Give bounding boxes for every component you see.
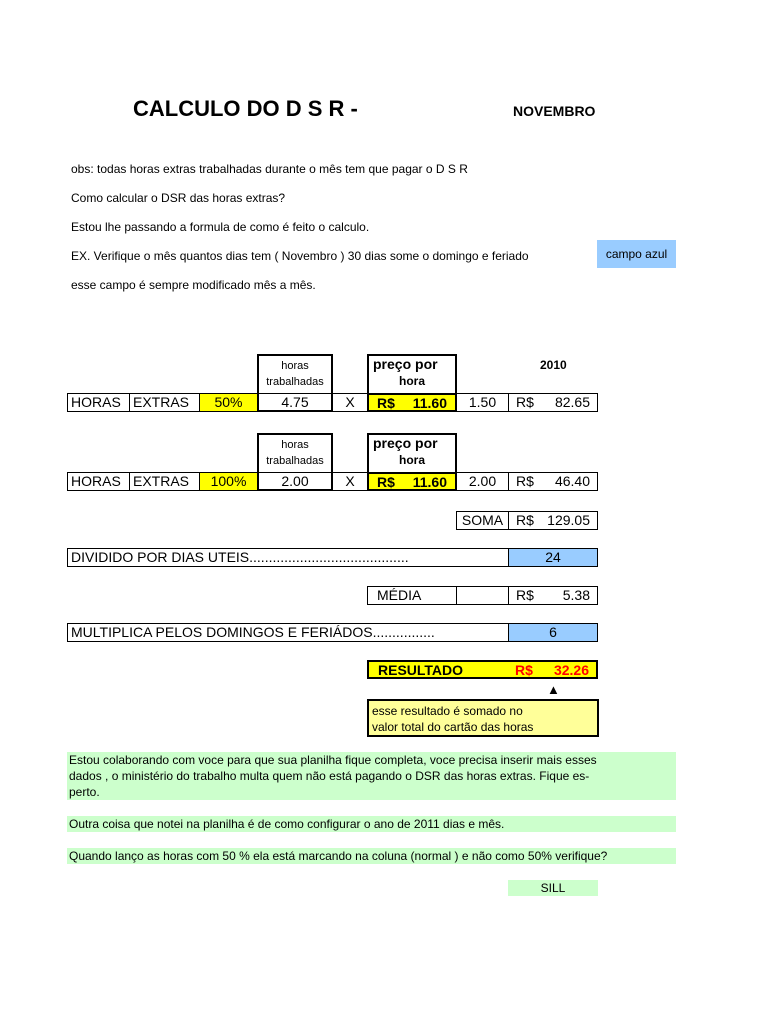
- factor-100: 2.00: [456, 472, 509, 491]
- multiplica-label: MULTIPLICA PELOS DOMINGOS E FERIÁDOS................: [67, 623, 509, 642]
- page-title: CALCULO DO D S R -: [133, 96, 358, 121]
- resultado-note-line-2: valor total do cartão das horas: [372, 720, 534, 734]
- currency-label: R$: [516, 394, 534, 410]
- price-100: [367, 472, 457, 491]
- green-note-2: [67, 816, 676, 832]
- horas-label: HORAS: [67, 393, 130, 412]
- total-50: [508, 393, 598, 412]
- note-line-1: obs: todas horas extras trabalhadas durante o mês tem que pagar o D S R: [71, 162, 468, 176]
- percent-100: 100%: [199, 472, 258, 491]
- note-line-2: Como calcular o DSR das horas extras?: [71, 191, 286, 205]
- trabalhadas-header-text: trabalhadas: [266, 455, 324, 467]
- total-value: 82.65: [554, 394, 590, 410]
- resultado-note: [367, 699, 599, 737]
- soma-value: 129.05: [547, 512, 590, 528]
- green-note-3: [67, 848, 676, 864]
- month-label: NOVEMBRO: [513, 103, 596, 119]
- price-value: 11.60: [412, 395, 447, 411]
- domingos-feriados-input[interactable]: 6: [508, 623, 598, 642]
- signature: SILL: [508, 880, 598, 896]
- currency-label: R$: [515, 662, 533, 678]
- extras-label: EXTRAS: [129, 472, 200, 491]
- resultado-label: RESULTADO: [367, 660, 509, 679]
- green-note-3-text: Quando lanço as horas com 50 % ela está marcando na coluna (normal ) e não como 50% verifique?: [69, 849, 608, 863]
- currency-label: R$: [516, 473, 534, 489]
- currency-label: R$: [377, 474, 395, 490]
- up-arrow-icon: ▲: [547, 682, 560, 697]
- green-note-2-text: Outra coisa que notei na planilha é de como configurar o ano de 2011 dias e mês.: [69, 817, 505, 831]
- green-note-1-line-3: perto.: [69, 785, 100, 799]
- campo-azul-label: campo azul: [597, 240, 676, 268]
- trabalhadas-header-text: trabalhadas: [266, 376, 324, 388]
- resultado-note-line-1: esse resultado é somado no: [372, 704, 523, 718]
- currency-label: R$: [516, 587, 534, 603]
- price-value: 11.60: [412, 474, 447, 490]
- currency-label: R$: [516, 512, 534, 528]
- total-value: 46.40: [554, 473, 590, 489]
- horas-label: HORAS: [67, 472, 130, 491]
- note-line-4: EX. Verifique o mês quantos dias tem ( Novembro ) 30 dias some o domingo e feriado: [71, 249, 529, 263]
- horas-trabalhadas-header-2: [257, 433, 333, 472]
- horas-header-text: horas: [281, 360, 309, 372]
- factor-50: 1.50: [456, 393, 509, 412]
- note-line-3: Estou lhe passando a formula de como é feito o calculo.: [71, 220, 370, 234]
- horas-header-text: horas: [281, 439, 309, 451]
- currency-label: R$: [377, 395, 395, 411]
- soma-label: SOMA: [456, 511, 509, 530]
- dias-uteis-input[interactable]: 24: [508, 548, 598, 567]
- percent-50: 50%: [199, 393, 258, 412]
- price-50: [367, 393, 457, 412]
- media-empty-cell: [456, 586, 509, 605]
- dividido-label: DIVIDIDO POR DIAS UTEIS.........................................: [67, 548, 509, 567]
- preco-header-text: preço por: [373, 435, 438, 451]
- green-note-1: [67, 752, 676, 800]
- note-line-5: esse campo é sempre modificado mês a mês.: [71, 278, 316, 292]
- multiply-sign: X: [332, 472, 368, 491]
- resultado-total: [508, 660, 598, 679]
- green-note-1-line-1: Estou colaborando com voce para que sua planilha fique completa, voce precisa inserir mais esses: [69, 753, 597, 767]
- hora-header-text: hora: [398, 453, 425, 467]
- hours-100-input[interactable]: 2.00: [257, 472, 333, 491]
- preco-por-hora-header-2: [367, 433, 457, 472]
- preco-header-text: preço por: [373, 356, 438, 372]
- green-note-1-line-2: dados , o ministério do trabalho multa quem não está pagando o DSR das horas extras. Fique es-: [69, 769, 590, 783]
- year-label: 2010: [540, 358, 567, 372]
- horas-trabalhadas-header-1: [257, 354, 333, 393]
- multiply-sign: X: [332, 393, 368, 412]
- hours-50-input[interactable]: 4.75: [257, 393, 333, 412]
- media-label: MÉDIA: [367, 586, 457, 605]
- media-value: 5.38: [562, 587, 590, 603]
- preco-por-hora-header-1: [367, 354, 457, 393]
- extras-label: EXTRAS: [129, 393, 200, 412]
- hora-header-text: hora: [398, 374, 425, 388]
- soma-total: [508, 511, 598, 530]
- total-100: [508, 472, 598, 491]
- media-total: [508, 586, 598, 605]
- resultado-value: 32.26: [553, 662, 589, 678]
